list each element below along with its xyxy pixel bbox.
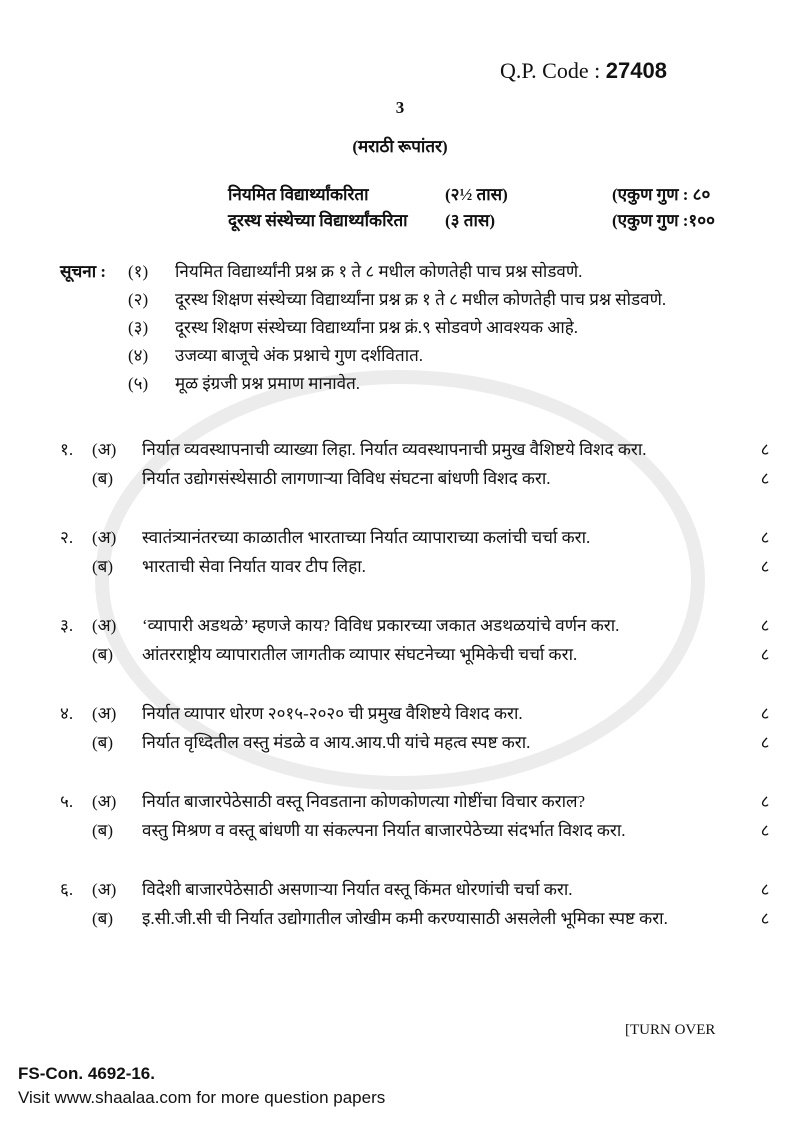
schedule-distance: दूरस्थ संस्थेच्या विद्यार्थ्यांकरिता xyxy=(228,211,408,230)
schedule-regular: नियमित विद्यार्थ्यांकरिता xyxy=(228,185,369,204)
question-text: भारताची सेवा निर्यात यावर टीप लिहा. xyxy=(142,557,366,576)
visit-link[interactable]: Visit www.shaalaa.com for more question papers xyxy=(18,1088,386,1107)
question-4 xyxy=(60,699,780,757)
question-number: ६. xyxy=(60,880,74,899)
question-5 xyxy=(60,787,780,845)
questions xyxy=(60,435,780,963)
question-1 xyxy=(60,435,780,493)
question-text xyxy=(142,435,750,464)
instructions xyxy=(60,258,780,398)
instructions-label-spacer xyxy=(60,314,128,342)
question-text: आंतरराष्ट्रीय व्यापारातील जागतीक व्यापार संघटनेच्या भूमिकेची चर्चा करा. xyxy=(142,645,578,664)
instruction-row xyxy=(60,258,780,286)
marks: ८ xyxy=(760,528,770,547)
sub-label: (ब) xyxy=(92,821,114,840)
instruction-text: मूळ इंग्रजी प्रश्न प्रमाण मानावेत. xyxy=(175,374,361,393)
instruction-row xyxy=(60,342,780,370)
sub-label: (ब) xyxy=(92,557,114,576)
instructions-label-spacer xyxy=(60,370,128,398)
schedule-row-regular xyxy=(228,182,788,208)
instruction-number: (२) xyxy=(128,290,149,309)
marks: ८ xyxy=(760,792,770,811)
turn-over: [TURN OVER xyxy=(625,1022,716,1038)
schedule-regular-marks: (एकुण गुण : ८० xyxy=(612,185,711,204)
sub-label: (अ) xyxy=(92,792,117,811)
sub-label: (ब) xyxy=(92,469,114,488)
marks: ८ xyxy=(760,733,770,752)
question-number: ४. xyxy=(60,704,74,723)
question-number: १. xyxy=(60,440,74,459)
instructions-label: सूचना : xyxy=(60,262,107,281)
instruction-row xyxy=(60,286,780,314)
question-3 xyxy=(60,611,780,669)
version-title: (मराठी रूपांतर) xyxy=(352,137,448,156)
paper-code: FS-Con. 4692-16. xyxy=(18,1064,155,1083)
marks: ८ xyxy=(760,440,770,459)
marks: ८ xyxy=(760,616,770,635)
schedule-distance-time: (३ तास) xyxy=(445,211,495,230)
question-text: निर्यात वृध्दितील वस्तु मंडळे व आय.आय.पी यांचे महत्व स्पष्ट करा. xyxy=(142,733,531,752)
instruction-number: (५) xyxy=(128,374,149,393)
marks: ८ xyxy=(760,557,770,576)
question-text: स्वातंत्र्यानंतरच्या काळातील भारताच्या निर्यात व्यापाराच्या कलांची चर्चा करा. xyxy=(142,528,591,547)
question-text-cont: विशद करा. xyxy=(579,440,647,459)
marks: ८ xyxy=(760,880,770,899)
sub-label: (ब) xyxy=(92,645,114,664)
page-number: 3 xyxy=(395,98,405,117)
sub-label: (अ) xyxy=(92,528,117,547)
sub-label: (ब) xyxy=(92,909,114,928)
instruction-row xyxy=(60,370,780,398)
sub-label: (अ) xyxy=(92,704,117,723)
qp-code-value: 27408 xyxy=(605,58,667,83)
marks: ८ xyxy=(760,469,770,488)
question-text-line: निर्यात व्यवस्थापनाची व्याख्या लिहा. निर्यात व्यवस्थापनाची प्रमुख वैशिष्टये xyxy=(142,440,575,459)
instruction-row xyxy=(60,314,780,342)
schedule xyxy=(228,182,788,234)
question-2 xyxy=(60,523,780,581)
schedule-regular-time: (२½ तास) xyxy=(445,185,508,204)
instructions-label-spacer xyxy=(60,342,128,370)
instruction-text: दूरस्थ शिक्षण संस्थेच्या विद्यार्थ्यांना प्रश्न क्र १ ते ८ मधील कोणतेही पाच प्रश्न सोडवणे. xyxy=(175,290,667,309)
instructions-label-spacer xyxy=(60,286,128,314)
schedule-distance-marks: (एकुण गुण :१०० xyxy=(612,211,715,230)
question-text xyxy=(142,904,750,933)
question-text-line: इ.सी.जी.सी ची निर्यात उद्योगातील जोखीम कमी करण्यासाठी असलेली xyxy=(142,909,557,928)
question-6 xyxy=(60,875,780,933)
marks: ८ xyxy=(760,909,770,928)
sub-label: (अ) xyxy=(92,880,117,899)
question-number: ३. xyxy=(60,616,74,635)
sub-label: (अ) xyxy=(92,616,117,635)
instruction-text: उजव्या बाजूचे अंक प्रश्नाचे गुण दर्शवितात. xyxy=(175,346,424,365)
instruction-number: (१) xyxy=(128,262,149,281)
instruction-text: नियमित विद्यार्थ्यांनी प्रश्न क्र १ ते ८ मधील कोणतेही पाच प्रश्न सोडवणे. xyxy=(175,262,583,281)
instruction-number: (३) xyxy=(128,318,149,337)
marks: ८ xyxy=(760,821,770,840)
question-number: ५. xyxy=(60,792,74,811)
sub-label: (अ) xyxy=(92,440,117,459)
question-text: विदेशी बाजारपेठेसाठी असणाऱ्या निर्यात वस्तू किंमत धोरणांची चर्चा करा. xyxy=(142,880,573,899)
qp-code-label: Q.P. Code : xyxy=(500,58,601,83)
marks: ८ xyxy=(760,704,770,723)
instruction-text: दूरस्थ शिक्षण संस्थेच्या विद्यार्थ्यांना प्रश्न क्रं.९ सोडवणे आवश्यक आहे. xyxy=(175,318,579,337)
question-text-cont: भूमिका स्पष्ट करा. xyxy=(560,909,668,928)
question-text: वस्तु मिश्रण व वस्तू बांधणी या संकल्पना निर्यात बाजारपेठेच्या संदर्भात विशद करा. xyxy=(142,821,626,840)
question-text: ‘व्यापारी अडथळे’ म्हणजे काय? विविध प्रकारच्या जकात अडथळयांचे वर्णन करा. xyxy=(142,616,620,635)
sub-label: (ब) xyxy=(92,733,114,752)
question-text: निर्यात उद्योगसंस्थेसाठी लागणाऱ्या विविध संघटना बांधणी विशद करा. xyxy=(142,469,551,488)
marks: ८ xyxy=(760,645,770,664)
question-text: निर्यात बाजारपेठेसाठी वस्तू निवडताना कोणकोणत्या गोष्टींचा विचार कराल? xyxy=(142,792,586,811)
instruction-number: (४) xyxy=(128,346,149,365)
question-text: निर्यात व्यापार धोरण २०१५-२०२० ची प्रमुख वैशिष्टये विशद करा. xyxy=(142,704,523,723)
qp-code xyxy=(500,58,667,84)
schedule-row-distance xyxy=(228,208,788,234)
question-number: २. xyxy=(60,528,74,547)
